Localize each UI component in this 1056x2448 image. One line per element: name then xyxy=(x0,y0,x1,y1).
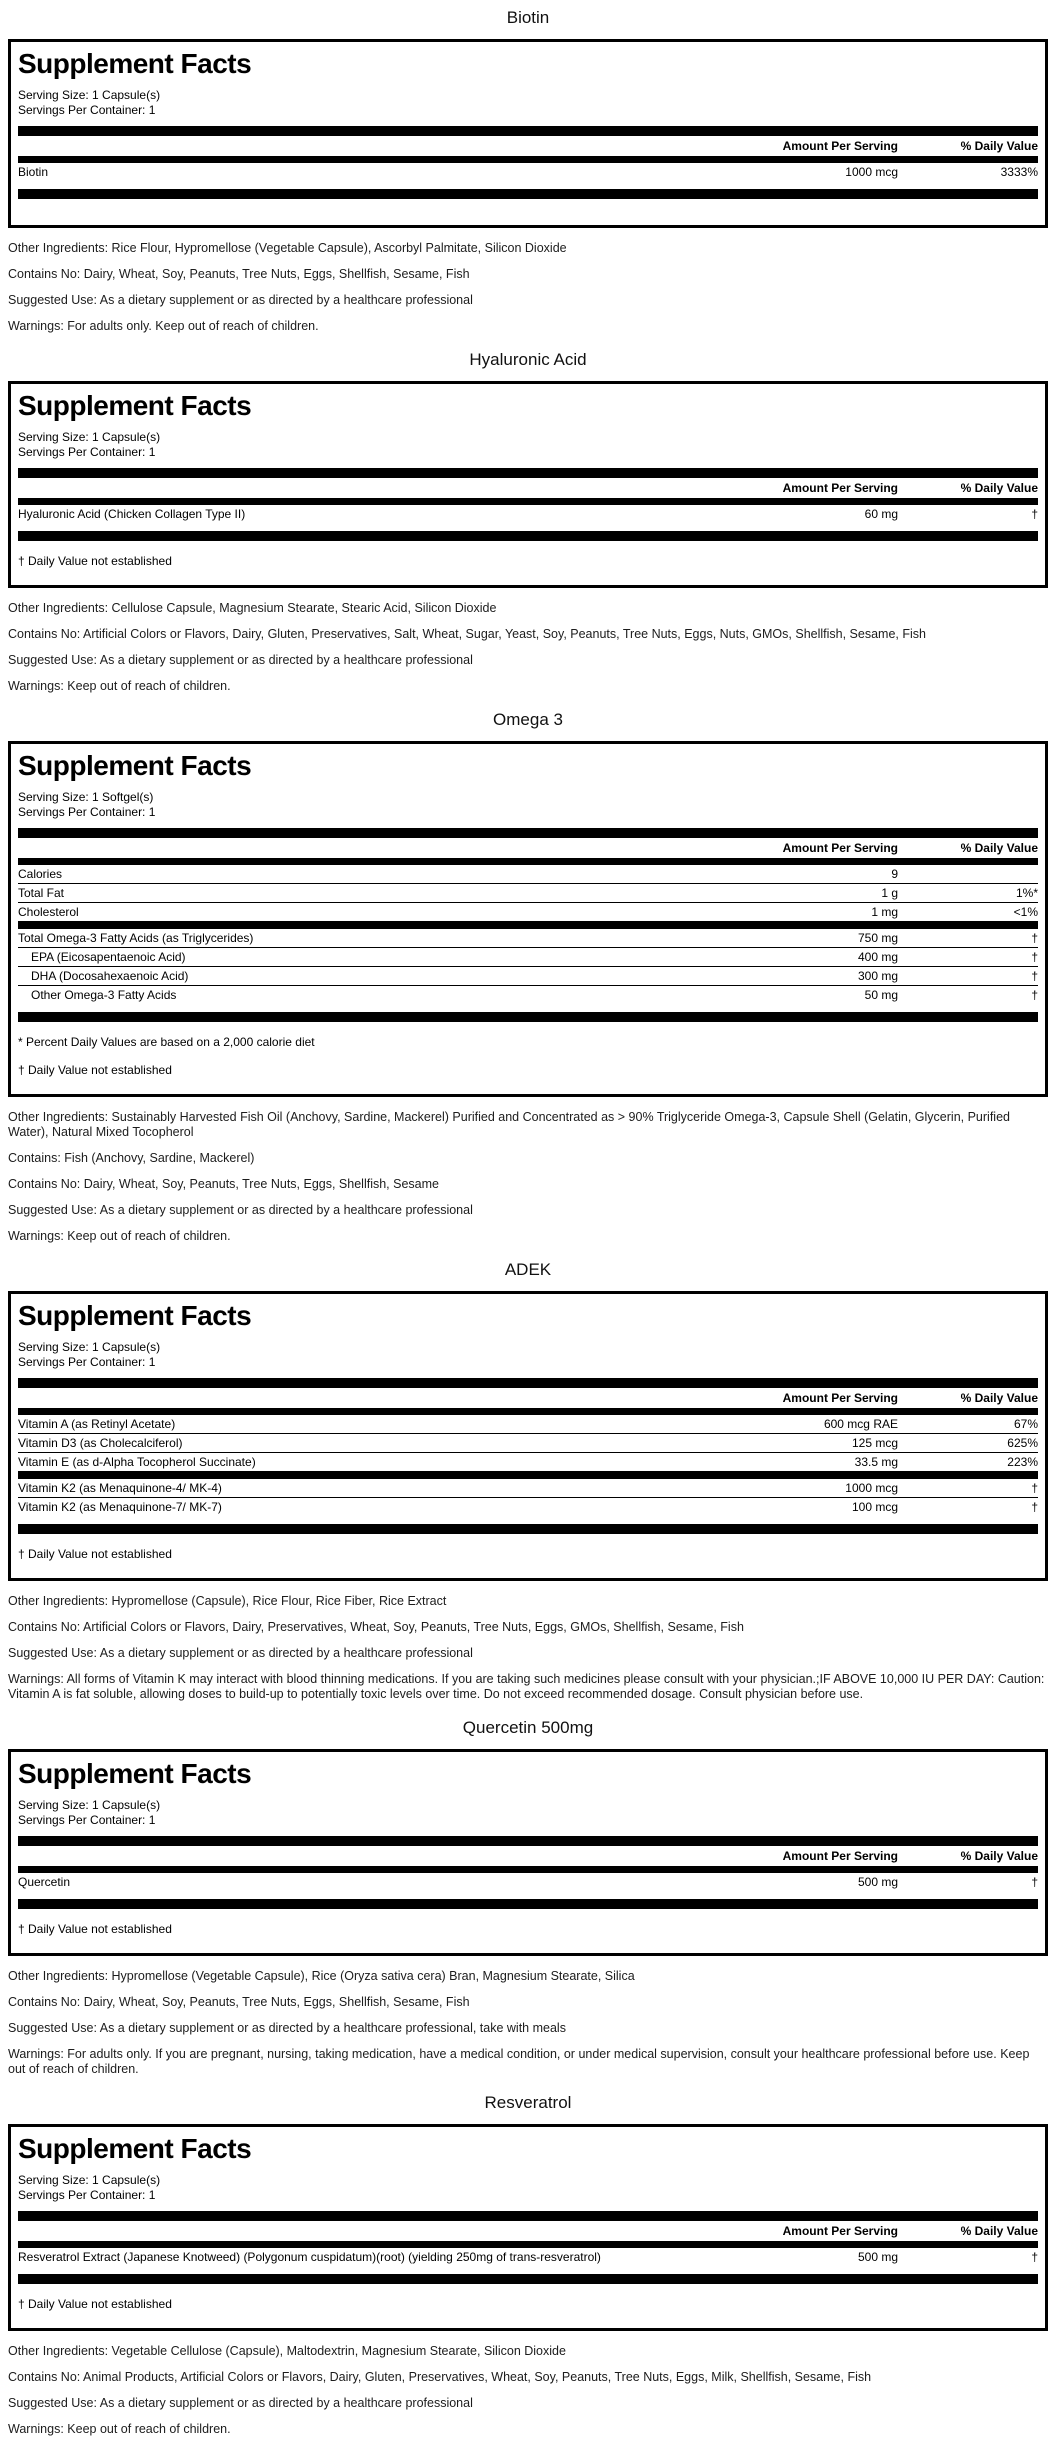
nutrient-row xyxy=(18,1452,1038,1471)
info-paragraph: Other Ingredients: Cellulose Capsule, Magnesium Stearate, Stearic Acid, Silicon Dioxide xyxy=(8,601,497,615)
info-paragraph: Other Ingredients: Sustainably Harvested Fish Oil (Anchovy, Sardine, Mackerel) Purified and Concentrated as > 90% Triglyceride Omega-3, Capsule Shell (Gelatin, Glycerin, Purified Water), Natural Mixed Tocopherol xyxy=(8,1110,1010,1139)
supplement-label xyxy=(0,2093,1056,2437)
servings-per-container: Servings Per Container: 1 xyxy=(18,1813,156,1827)
col-dv-header: % Daily Value xyxy=(960,841,1038,855)
nutrient-name: EPA (Eicosapentaenoic Acid) xyxy=(31,950,186,964)
panel-title: Biotin xyxy=(506,8,550,27)
info-paragraph: Contains No: Artificial Colors or Flavors, Dairy, Preservatives, Wheat, Soy, Peanuts, Tree Nuts, Eggs, GMOs, Shellfish, Sesame, Fish xyxy=(8,1620,744,1634)
nutrient-name: Total Omega-3 Fatty Acids (as Triglycerides) xyxy=(18,931,254,945)
col-amount-header: Amount Per Serving xyxy=(782,1391,898,1405)
header-divider-bar xyxy=(18,1866,1038,1873)
servings-per-container: Servings Per Container: 1 xyxy=(18,2188,156,2202)
section-divider-bar xyxy=(18,1471,1038,1479)
nutrient-dv: † xyxy=(1031,1500,1038,1514)
supplement-facts-heading: Supplement Facts xyxy=(18,2133,252,2164)
info-paragraph: Other Ingredients: Hypromellose (Capsule), Rice Flour, Rice Fiber, Rice Extract xyxy=(8,1594,447,1608)
supplement-facts-panel xyxy=(8,39,1048,228)
labels-list xyxy=(0,8,1056,2437)
panel-footer xyxy=(0,2331,1056,2437)
supplement-facts-panel xyxy=(8,381,1048,588)
footnote-line: † Daily Value not established xyxy=(18,2297,172,2311)
serving-size: Serving Size: 1 Softgel(s) xyxy=(18,790,154,804)
nutrient-dv: 1%* xyxy=(1015,886,1038,900)
info-paragraph: Other Ingredients: Hypromellose (Vegetable Capsule), Rice (Oryza sativa cera) Bran, Magnesium Stearate, Silica xyxy=(8,1969,635,1983)
col-amount-header: Amount Per Serving xyxy=(782,841,898,855)
rows-area xyxy=(18,505,1038,523)
serving-size: Serving Size: 1 Capsule(s) xyxy=(18,1340,161,1354)
col-dv-header: % Daily Value xyxy=(960,2224,1038,2238)
supplement-facts-heading: Supplement Facts xyxy=(18,1300,252,1331)
nutrient-row xyxy=(18,1433,1038,1452)
top-divider-bar xyxy=(18,2211,1038,2221)
nutrient-dv: 223% xyxy=(1007,1455,1038,1469)
nutrient-amount: 600 mcg RAE xyxy=(823,1417,898,1431)
info-paragraph: Other Ingredients: Vegetable Cellulose (Capsule), Maltodextrin, Magnesium Stearate, Silicon Dioxide xyxy=(8,2344,566,2358)
info-paragraph: Suggested Use: As a dietary supplement or as directed by a healthcare professional xyxy=(8,653,473,667)
nutrient-dv: † xyxy=(1031,931,1038,945)
nutrient-amount: 300 mg xyxy=(857,969,898,983)
info-paragraph: Warnings: For adults only. If you are pregnant, nursing, taking medication, have a medical condition, or under medical supervision, consult your healthcare professional before use. Keep out of reach of children. xyxy=(8,2047,1030,2076)
bottom-divider-bar xyxy=(18,1012,1038,1022)
section-divider-bar xyxy=(18,921,1038,929)
panel-title: Omega 3 xyxy=(493,710,563,729)
bottom-divider-bar xyxy=(18,531,1038,541)
nutrient-dv: <1% xyxy=(1013,905,1038,919)
nutrient-name: Vitamin D3 (as Cholecalciferol) xyxy=(18,1436,183,1450)
header-divider-bar xyxy=(18,858,1038,865)
footnote-line: † Daily Value not established xyxy=(18,1922,172,1936)
nutrient-name: Quercetin xyxy=(18,1875,71,1889)
nutrient-name: Vitamin K2 (as Menaquinone-7/ MK-7) xyxy=(18,1500,222,1514)
header-divider-bar xyxy=(18,2241,1038,2248)
nutrient-row xyxy=(18,1497,1038,1516)
col-dv-header: % Daily Value xyxy=(960,1391,1038,1405)
top-divider-bar xyxy=(18,126,1038,136)
panel-footer xyxy=(0,228,1056,334)
bottom-divider-bar xyxy=(18,1524,1038,1534)
footnotes xyxy=(18,1922,1038,1937)
panel-title: Hyaluronic Acid xyxy=(469,350,587,369)
nutrient-amount: 60 mg xyxy=(864,507,898,521)
header-divider-bar xyxy=(18,156,1038,163)
panel-footer xyxy=(0,1097,1056,1244)
panel-title: Resveratrol xyxy=(484,2093,572,2112)
table-header-row xyxy=(18,2221,1038,2241)
nutrient-row xyxy=(18,929,1038,947)
info-paragraph: Warnings: Keep out of reach of children. xyxy=(8,2422,231,2436)
footnotes xyxy=(18,199,1038,209)
supplement-facts-panel xyxy=(8,2124,1048,2331)
nutrient-name: Biotin xyxy=(18,165,49,179)
nutrient-dv: † xyxy=(1031,950,1038,964)
info-paragraph: Suggested Use: As a dietary supplement or as directed by a healthcare professional xyxy=(8,1203,473,1217)
nutrient-amount: 1 mg xyxy=(871,905,898,919)
nutrient-amount: 1 g xyxy=(881,886,898,900)
nutrient-name: Vitamin K2 (as Menaquinone-4/ MK-4) xyxy=(18,1481,222,1495)
nutrient-row xyxy=(18,985,1038,1004)
rows-area xyxy=(18,865,1038,1004)
nutrient-dv: 67% xyxy=(1013,1417,1038,1431)
info-paragraph: Warnings: All forms of Vitamin K may interact with blood thinning medications. If you are taking such medicines please consult with your physician.;IF ABOVE 10,000 IU PER DAY: Caution: Vitamin A is fat soluble, allowing doses to build-up to potentially toxic levels over time. Do not exceed recommended dosage. Consult physician before use. xyxy=(8,1672,1045,1701)
info-paragraph: Contains No: Dairy, Wheat, Soy, Peanuts, Tree Nuts, Eggs, Shellfish, Sesame, Fish xyxy=(8,1995,470,2009)
supplement-facts-panel xyxy=(8,741,1048,1097)
nutrient-row xyxy=(18,865,1038,883)
bottom-divider-bar xyxy=(18,1899,1038,1909)
supplement-label xyxy=(0,350,1056,694)
nutrient-dv: 625% xyxy=(1007,1436,1038,1450)
nutrient-row xyxy=(18,1479,1038,1497)
rows-area xyxy=(18,163,1038,181)
nutrient-row xyxy=(18,1873,1038,1891)
top-divider-bar xyxy=(18,468,1038,478)
nutrient-amount: 1000 mcg xyxy=(845,1481,898,1495)
nutrient-row xyxy=(18,1415,1038,1433)
supplement-facts-heading: Supplement Facts xyxy=(18,390,252,421)
nutrient-amount: 500 mg xyxy=(857,1875,898,1889)
nutrient-dv: † xyxy=(1031,2250,1038,2264)
info-paragraph: Suggested Use: As a dietary supplement or as directed by a healthcare professional xyxy=(8,1646,473,1660)
servings-per-container: Servings Per Container: 1 xyxy=(18,103,156,117)
info-paragraph: Warnings: Keep out of reach of children. xyxy=(8,679,231,693)
supplement-label xyxy=(0,1718,1056,2077)
servings-per-container: Servings Per Container: 1 xyxy=(18,805,156,819)
bottom-divider-bar xyxy=(18,189,1038,199)
table-header-row xyxy=(18,838,1038,858)
footnote-line: * Percent Daily Values are based on a 2,000 calorie diet xyxy=(18,1035,315,1049)
info-paragraph: Contains No: Dairy, Wheat, Soy, Peanuts, Tree Nuts, Eggs, Shellfish, Sesame xyxy=(8,1177,439,1191)
nutrient-name: Hyaluronic Acid (Chicken Collagen Type II) xyxy=(18,507,246,521)
nutrient-row xyxy=(18,2248,1038,2266)
nutrient-amount: 100 mcg xyxy=(851,1500,898,1514)
table-header-row xyxy=(18,1388,1038,1408)
info-paragraph: Suggested Use: As a dietary supplement or as directed by a healthcare professional xyxy=(8,2396,473,2410)
supplement-facts-heading: Supplement Facts xyxy=(18,1758,252,1789)
supplement-label xyxy=(0,1260,1056,1702)
footnote-line: † Daily Value not established xyxy=(18,1063,172,1077)
info-paragraph: Other Ingredients: Rice Flour, Hypromellose (Vegetable Capsule), Ascorbyl Palmitate, Silicon Dioxide xyxy=(8,241,567,255)
nutrient-amount: 50 mg xyxy=(864,988,898,1002)
top-divider-bar xyxy=(18,828,1038,838)
supplement-facts-panel xyxy=(8,1291,1048,1581)
col-dv-header: % Daily Value xyxy=(960,481,1038,495)
nutrient-row xyxy=(18,163,1038,181)
table-header-row xyxy=(18,136,1038,156)
nutrient-amount: 33.5 mg xyxy=(854,1455,898,1469)
servings-per-container: Servings Per Container: 1 xyxy=(18,445,156,459)
top-divider-bar xyxy=(18,1378,1038,1388)
table-header-row xyxy=(18,1846,1038,1866)
footnotes xyxy=(18,1035,1038,1078)
col-amount-header: Amount Per Serving xyxy=(782,139,898,153)
panel-title: ADEK xyxy=(504,1260,552,1279)
nutrient-name: Total Fat xyxy=(18,886,65,900)
nutrient-dv: † xyxy=(1031,969,1038,983)
col-amount-header: Amount Per Serving xyxy=(782,2224,898,2238)
info-paragraph: Contains No: Animal Products, Artificial Colors or Flavors, Dairy, Gluten, Preservatives, Wheat, Soy, Peanuts, Tree Nuts, Eggs, Milk, Shellfish, Sesame, Fish xyxy=(8,2370,872,2384)
supplement-facts-heading: Supplement Facts xyxy=(18,48,252,79)
nutrient-amount: 1000 mcg xyxy=(845,165,898,179)
nutrient-name: DHA (Docosahexaenoic Acid) xyxy=(31,969,189,983)
nutrient-row xyxy=(18,505,1038,523)
nutrient-name: Cholesterol xyxy=(18,905,79,919)
servings-per-container: Servings Per Container: 1 xyxy=(18,1355,156,1369)
nutrient-dv: † xyxy=(1031,507,1038,521)
supplement-label xyxy=(0,8,1056,334)
rows-area xyxy=(18,2248,1038,2266)
nutrient-name: Vitamin A (as Retinyl Acetate) xyxy=(18,1417,176,1431)
panel-footer xyxy=(0,1581,1056,1702)
info-paragraph: Contains No: Artificial Colors or Flavors, Dairy, Gluten, Preservatives, Salt, Wheat, Sugar, Yeast, Soy, Peanuts, Tree Nuts, Eggs, Nuts, GMOs, Shellfish, Sesame, Fish xyxy=(8,627,926,641)
footnotes xyxy=(18,2297,1038,2312)
top-divider-bar xyxy=(18,1836,1038,1846)
nutrient-row xyxy=(18,947,1038,966)
info-paragraph: Suggested Use: As a dietary supplement or as directed by a healthcare professional, take with meals xyxy=(8,2021,566,2035)
nutrient-row xyxy=(18,883,1038,902)
supplement-facts-heading: Supplement Facts xyxy=(18,750,252,781)
col-dv-header: % Daily Value xyxy=(960,139,1038,153)
nutrient-row xyxy=(18,966,1038,985)
header-divider-bar xyxy=(18,1408,1038,1415)
header-divider-bar xyxy=(18,498,1038,505)
nutrient-name: Other Omega-3 Fatty Acids xyxy=(31,988,177,1002)
nutrient-name: Vitamin E (as d-Alpha Tocopherol Succinate) xyxy=(18,1455,256,1469)
nutrient-amount: 125 mcg xyxy=(851,1436,898,1450)
nutrient-dv: † xyxy=(1031,988,1038,1002)
nutrient-amount: 750 mg xyxy=(857,931,898,945)
info-paragraph: Warnings: For adults only. Keep out of reach of children. xyxy=(8,319,319,333)
info-paragraph: Warnings: Keep out of reach of children. xyxy=(8,1229,231,1243)
serving-size: Serving Size: 1 Capsule(s) xyxy=(18,1798,161,1812)
col-amount-header: Amount Per Serving xyxy=(782,481,898,495)
info-paragraph: Contains: Fish (Anchovy, Sardine, Mackerel) xyxy=(8,1151,255,1165)
footnotes xyxy=(18,1547,1038,1562)
footnote-line: † Daily Value not established xyxy=(18,554,172,568)
footnote-line: † Daily Value not established xyxy=(18,1547,172,1561)
serving-size: Serving Size: 1 Capsule(s) xyxy=(18,88,161,102)
nutrient-name: Resveratrol Extract (Japanese Knotweed) (Polygonum cuspidatum)(root) (yielding 250mg of trans-resveratrol) xyxy=(18,2250,601,2264)
supplement-facts-panel xyxy=(8,1749,1048,1956)
nutrient-amount: 400 mg xyxy=(857,950,898,964)
nutrient-name: Calories xyxy=(18,867,63,881)
nutrient-dv: † xyxy=(1031,1875,1038,1889)
nutrient-dv: 3333% xyxy=(1000,165,1038,179)
rows-area xyxy=(18,1415,1038,1516)
nutrient-dv: † xyxy=(1031,1481,1038,1495)
col-amount-header: Amount Per Serving xyxy=(782,1849,898,1863)
footnotes xyxy=(18,554,1038,569)
serving-size: Serving Size: 1 Capsule(s) xyxy=(18,2173,161,2187)
panel-footer xyxy=(0,1956,1056,2077)
rows-area xyxy=(18,1873,1038,1891)
nutrient-row xyxy=(18,902,1038,921)
nutrient-amount: 9 xyxy=(891,867,898,881)
serving-size: Serving Size: 1 Capsule(s) xyxy=(18,430,161,444)
col-dv-header: % Daily Value xyxy=(960,1849,1038,1863)
bottom-divider-bar xyxy=(18,2274,1038,2284)
supplement-label xyxy=(0,710,1056,1244)
panel-title: Quercetin 500mg xyxy=(462,1718,594,1737)
table-header-row xyxy=(18,478,1038,498)
info-paragraph: Suggested Use: As a dietary supplement or as directed by a healthcare professional xyxy=(8,293,473,307)
info-paragraph: Contains No: Dairy, Wheat, Soy, Peanuts, Tree Nuts, Eggs, Shellfish, Sesame, Fish xyxy=(8,267,470,281)
nutrient-amount: 500 mg xyxy=(857,2250,898,2264)
panel-footer xyxy=(0,588,1056,694)
